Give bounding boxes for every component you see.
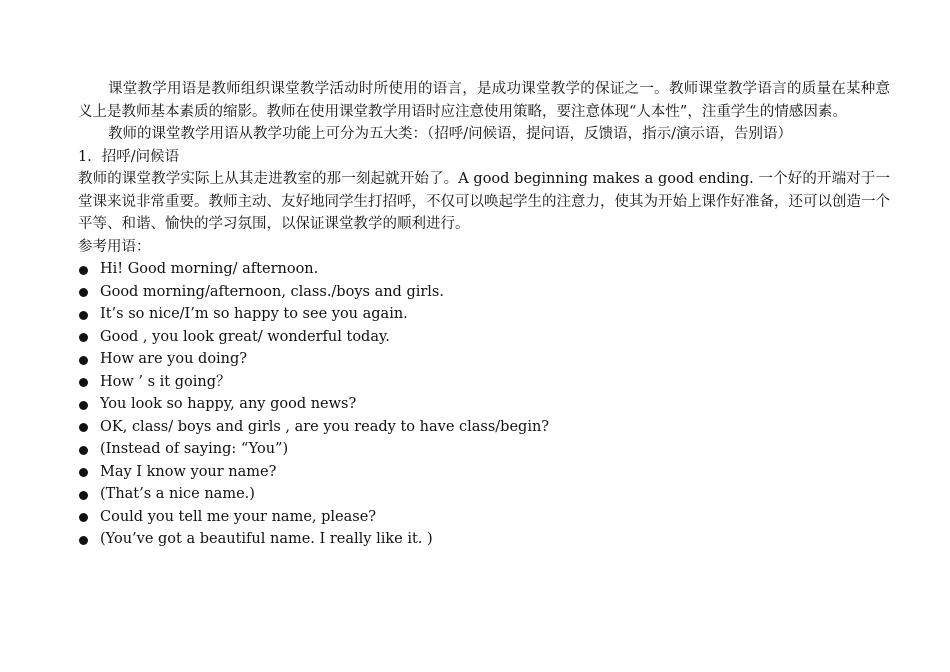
intro-paragraph-2: 教师的课堂教学用语从教学功能上可分为五大类：（招呼/问候语，提问语，反馈语，指示/演示语，告别语） <box>108 126 793 142</box>
bullet-icon <box>79 288 88 297</box>
phrase-text: (That’s a nice name.) <box>100 486 255 502</box>
list-item <box>78 416 890 439</box>
phrase-text: How are you doing? <box>100 351 248 367</box>
phrase-text: Could you tell me your name, please? <box>100 508 377 525</box>
phrase-text: You look so happy, any good news? <box>100 396 357 412</box>
document-page <box>78 78 890 551</box>
section-body: 教师的课堂教学实际上从其走进教室的那一刻起就开始了。A good beginning makes a good ending. 一个好的开端对于一堂课来说非常重要。教师主动、友好地同学生打招呼，不仅可以唤起学生的注意力，使其为开始上课作好准备，还可以创造一个平等、和谐、愉快的学习氛围，以保证课堂教学的顺利进行。 <box>78 171 890 232</box>
bullet-icon <box>79 401 88 410</box>
list-item <box>78 303 890 326</box>
list-item <box>78 393 890 416</box>
phrase-text: Good morning/afternoon, class./boys and girls. <box>100 283 444 300</box>
phrase-text: Hi! Good morning/ afternoon. <box>100 261 319 277</box>
bullet-icon <box>79 513 88 522</box>
intro-paragraph-1: 课堂教学用语是教师组织课堂教学活动时所使用的语言，是成功课堂教学的保证之一。教师课堂教学语言的质量在某种意义上是教师基本素质的缩影。教师在使用课堂教学用语时应注意使用策略，要注意体现“人本性”，注重学生的情感因素。 <box>78 81 890 120</box>
phrase-text: Good , you look great/ wonderful today. <box>100 328 390 345</box>
bullet-icon <box>79 356 88 365</box>
list-item <box>78 461 890 484</box>
bullet-icon <box>79 423 88 432</box>
phrase-text: (Instead of saying: “You”) <box>100 441 289 457</box>
phrase-text: How ’ s it going？ <box>100 373 231 390</box>
bullet-icon <box>79 491 88 500</box>
reference-label: 参考用语： <box>78 238 151 255</box>
phrase-text: It’s so nice/I’m so happy to see you again. <box>100 306 408 322</box>
phrase-text: OK, class/ boys and girls , are you ready to have class/begin? <box>100 418 550 435</box>
phrase-list <box>78 258 890 551</box>
list-item <box>78 348 890 371</box>
section-heading: 1．招呼/问候语 <box>78 148 180 165</box>
bullet-icon <box>79 266 88 275</box>
list-item <box>78 371 890 394</box>
phrase-text: May I know your name? <box>100 463 277 480</box>
list-item <box>78 506 890 529</box>
phrase-text: (You’ve got a beautiful name. I really like it. ) <box>100 531 433 547</box>
bullet-icon <box>79 333 88 342</box>
bullet-icon <box>79 378 88 387</box>
bullet-icon <box>79 468 88 477</box>
list-item <box>78 528 890 551</box>
list-item <box>78 438 890 461</box>
bullet-icon <box>79 446 88 455</box>
list-item <box>78 281 890 304</box>
list-item <box>78 326 890 349</box>
list-item <box>78 483 890 506</box>
bullet-icon <box>79 311 88 320</box>
list-item <box>78 258 890 281</box>
bullet-icon <box>79 536 88 545</box>
